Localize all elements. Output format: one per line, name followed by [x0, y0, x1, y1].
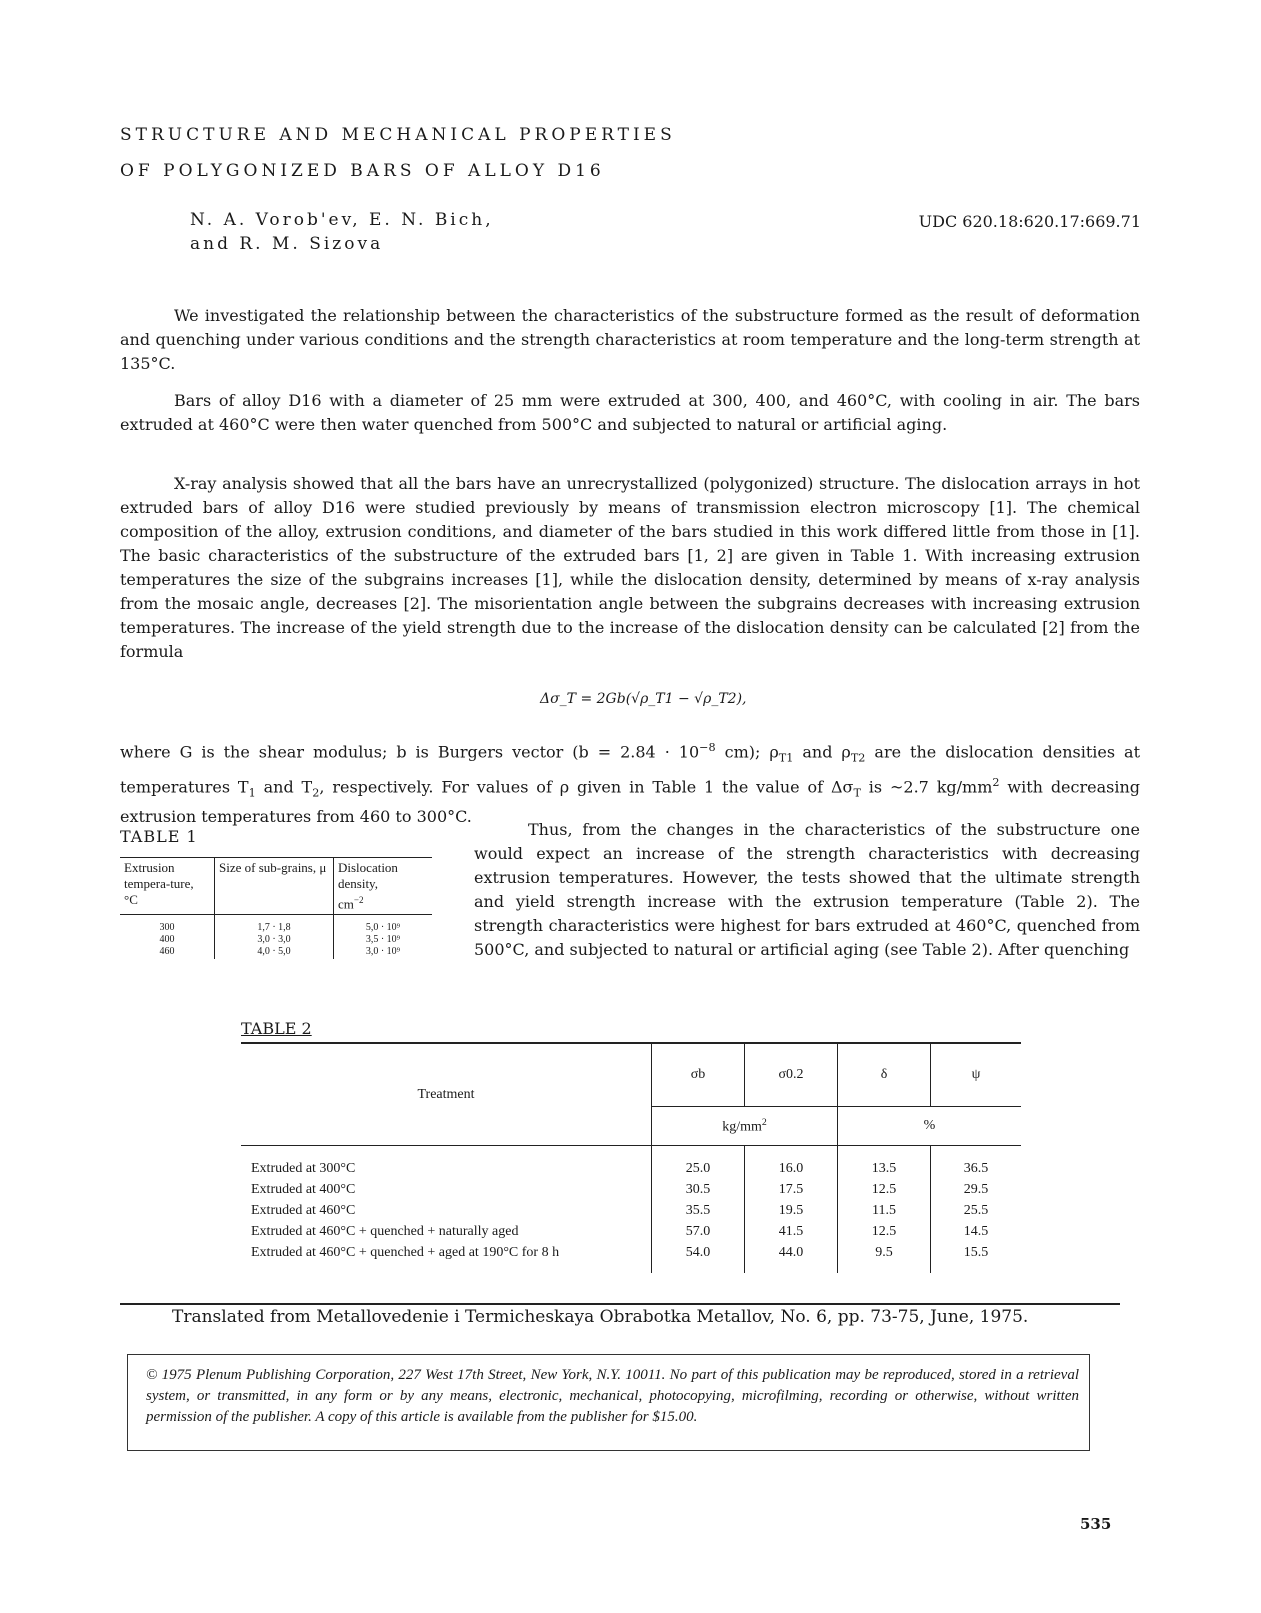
table-row: Extruded at 460°C + quenched + aged at 190°C for 8 h 54.0 44.0 9.5 15.5 [241, 1242, 1021, 1273]
table-row: Extruded at 460°C + quenched + naturally aged 57.0 41.5 12.5 14.5 [241, 1221, 1021, 1242]
footer-rule [120, 1303, 1120, 1305]
paragraph-4: where G is the shear modulus; b is Burgers vector ($b = 2.84 \cdot 10^{-8}$ cm); $\rho_{T1}$ and $\rho_{T2}$ are the dislocation densities at temperatures $T_1$ and $T_2$, respectively. For values of ρ given in Table 1 the value of $\Delta\sigma_T$ is ~2.7 $kg/mm^2$ with decreasing extrusion temperatures from 460 to 300°C. [120, 741, 1141, 827]
table-2-header-sigma-b: σb [652, 1043, 745, 1107]
udc-code: UDC 620.18:620.17:669.71 [918, 212, 1141, 231]
page-number: 535 [1080, 1515, 1112, 1533]
table-2-caption: TABLE 2 [241, 1019, 312, 1038]
table-1-header-size: Size of sub-grains, μ [215, 858, 334, 915]
table-row: 460 4,0 · 5,0 3,0 · 10⁹ [120, 947, 432, 959]
table-1-header-density: Dislocation density, $cm^{-2}$ [334, 858, 433, 915]
formula: Δσ_T = 2Gb(√ρ_T1 − √ρ_T2), [540, 691, 747, 707]
copyright-box: © 1975 Plenum Publishing Corporation, 227 West 17th Street, New York, N.Y. 10011. No part of this publication may be reproduced, stored in a retrieval system, or transmitted, in any form or by any means, electronic, mechanical, photocopying, microfilming, recording or otherwise, without written permission of the publisher. A copy of this article is available from the publisher for $15.00. [127, 1354, 1090, 1451]
table-1-header-temp: Extrusion tempera-ture, °C [120, 858, 215, 915]
paragraph-5: Thus, from the changes in the characteristics of the substructure one would expect an increase of the strength characteristics with decreasing extrusion temperatures. However, the tests showed that the ultimate strength and yield strength increase with the extrusion temperature (Table 2). The strength characteristics were highest for bars extruded at 460°C, quenched from 500°C, and subjected to natural or artificial aging (see Table 2). After quenching [474, 820, 1140, 959]
table-2-unit-percent: % [838, 1107, 1022, 1146]
table-2-header-psi: ψ [931, 1043, 1022, 1107]
table-2-header-sigma-02: σ0.2 [745, 1043, 838, 1107]
title-line-2: OF POLYGONIZED BARS OF ALLOY D16 [120, 161, 605, 181]
paragraph-2: Bars of alloy D16 with a diameter of 25 mm were extruded at 300, 400, and 460°C, with cooling in air. The bars extruded at 460°C were then water quenched from 500°C and subjected to natural or artificial aging. [120, 391, 1140, 434]
table-1-caption: TABLE 1 [120, 827, 198, 846]
table-row: 300 1,7 · 1,8 5,0 · 10⁹ [120, 915, 432, 936]
translation-note: Translated from Metallovedenie i Termicheskaya Obrabotka Metallov, No. 6, pp. 73-75, June, 1975. [172, 1307, 1029, 1327]
authors-line-2: and R. M. Sizova [190, 234, 384, 254]
table-2-header-treatment: Treatment [241, 1043, 652, 1146]
table-row: Extruded at 400°C 30.5 17.5 12.5 29.5 [241, 1179, 1021, 1200]
table-2-unit-kg: $kg/mm^2$ [652, 1107, 838, 1146]
authors-line-1: N. A. Vorob'ev, E. N. Bich, [190, 210, 494, 230]
table-2-header-delta: δ [838, 1043, 931, 1107]
table-row: 400 3,0 · 3,0 3,5 · 10⁹ [120, 935, 432, 947]
table-1 [120, 857, 432, 959]
paragraph-1: We investigated the relationship between the characteristics of the substructure formed as the result of deformation and quenching under various conditions and the strength characteristics at room temperature and the long-term strength at 135°C. [120, 306, 1140, 373]
paragraph-3: X-ray analysis showed that all the bars have an unrecrystallized (polygonized) structure. The dislocation arrays in hot extruded bars of alloy D16 were studied previously by means of transmission electron microscopy [1]. The chemical composition of the alloy, extrusion conditions, and diameter of the bars studied in this work differed little from those in [1]. The basic characteristics of the substructure of the extruded bars [1, 2] are given in Table 1. With increasing extrusion temperatures the size of the subgrains increases [1], while the dislocation density, determined by means of x-ray analysis from the mosaic angle, decreases [2]. The misorientation angle between the subgrains decreases with increasing extrusion temperatures. The increase of the yield strength due to the increase of the dislocation density can be calculated [2] from the formula [120, 474, 1140, 661]
table-2 [241, 1042, 1021, 1273]
title-line-1: STRUCTURE AND MECHANICAL PROPERTIES [120, 125, 676, 145]
table-row: Extruded at 460°C 35.5 19.5 11.5 25.5 [241, 1200, 1021, 1221]
table-row: Extruded at 300°C 25.0 16.0 13.5 36.5 [241, 1146, 1021, 1180]
